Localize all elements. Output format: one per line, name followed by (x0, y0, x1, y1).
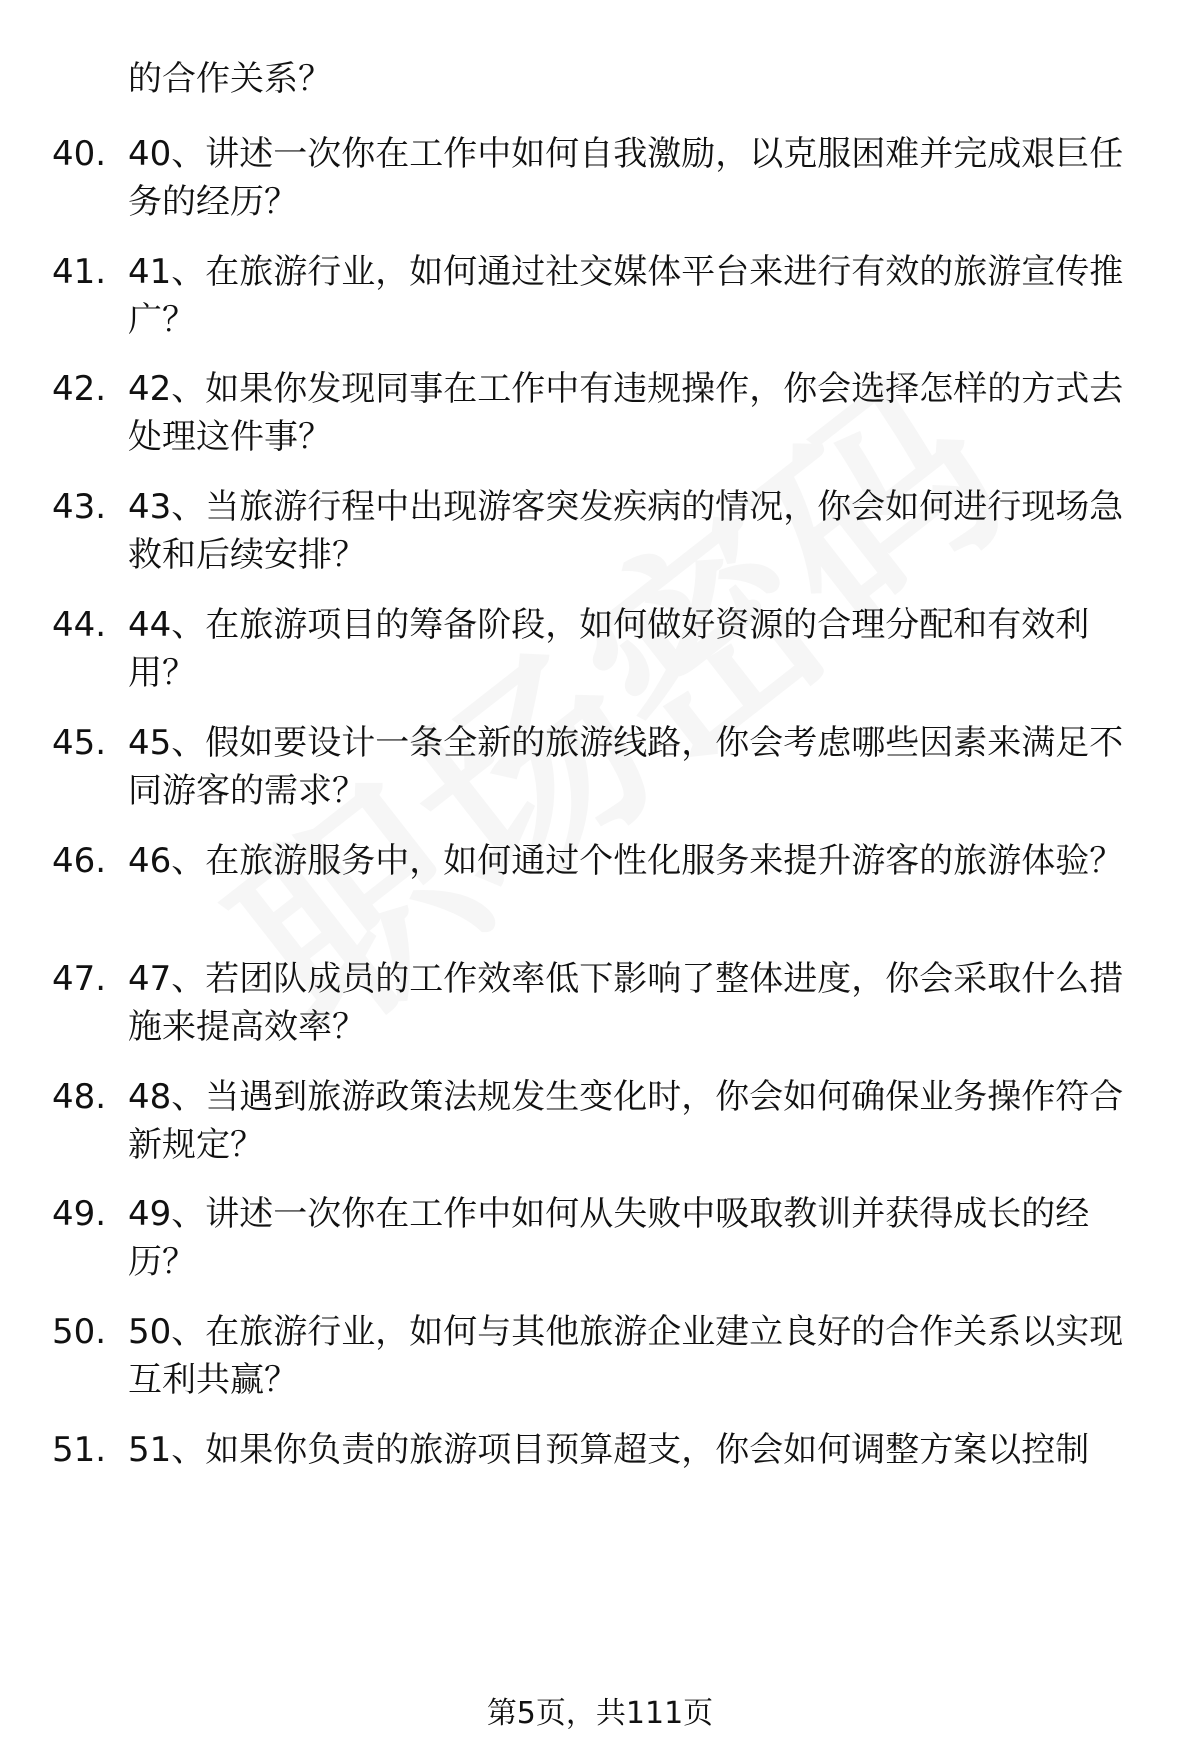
item-text: 40、讲述一次你在工作中如何自我激励，以克服困难并完成艰巨任务的经历？ (128, 134, 1124, 222)
item-text: 46、在旅游服务中，如何通过个性化服务来提升游客的旅游体验？ (128, 841, 1124, 881)
list-item (52, 1426, 1152, 1474)
item-number: 50. (52, 1312, 107, 1352)
item-text: 43、当旅游行程中出现游客突发疾病的情况，你会如何进行现场急救和后续安排？ (128, 487, 1124, 575)
item-number: 45. (52, 723, 107, 763)
page-footer: 第5页，共111页 (486, 1696, 714, 1731)
list-item (52, 719, 1152, 815)
list-item (52, 601, 1152, 697)
item-text: 42、如果你发现同事在工作中有违规操作，你会选择怎样的方式去处理这件事？ (128, 369, 1124, 457)
item-number: 48. (52, 1077, 107, 1117)
item-text: 47、若团队成员的工作效率低下影响了整体进度，你会采取什么措施来提高效率？ (128, 959, 1124, 1047)
item-number: 43. (52, 487, 107, 527)
item-text: 51、如果你负责的旅游项目预算超支，你会如何调整方案以控制 (128, 1430, 1090, 1470)
item-text: 49、讲述一次你在工作中如何从失败中吸取教训并获得成长的经历？ (128, 1194, 1090, 1282)
item-number: 42. (52, 369, 107, 409)
list-item (52, 1190, 1152, 1286)
list-item (52, 365, 1152, 461)
list-item (52, 1073, 1152, 1169)
item-number: 41. (52, 252, 107, 292)
item-number: 51. (52, 1430, 107, 1470)
list-item (52, 955, 1152, 1051)
item-text: 45、假如要设计一条全新的旅游线路，你会考虑哪些因素来满足不同游客的需求？ (128, 723, 1124, 811)
item-number: 46. (52, 841, 107, 881)
item-text: 41、在旅游行业，如何通过社交媒体平台来进行有效的旅游宣传推广？ (128, 252, 1124, 340)
list-item (52, 483, 1152, 579)
continued-text: 的合作关系？ (128, 59, 332, 99)
item-number: 44. (52, 605, 107, 645)
list-item (52, 837, 1152, 885)
item-number: 47. (52, 959, 107, 999)
item-number: 40. (52, 134, 107, 174)
list-item (52, 1308, 1152, 1404)
list-item (52, 130, 1152, 226)
list-item (52, 248, 1152, 344)
item-text: 48、当遇到旅游政策法规发生变化时，你会如何确保业务操作符合新规定？ (128, 1077, 1124, 1165)
item-number: 49. (52, 1194, 107, 1234)
item-text: 50、在旅游行业，如何与其他旅游企业建立良好的合作关系以实现互利共赢？ (128, 1312, 1124, 1400)
item-text: 44、在旅游项目的筹备阶段，如何做好资源的合理分配和有效利用？ (128, 605, 1090, 693)
